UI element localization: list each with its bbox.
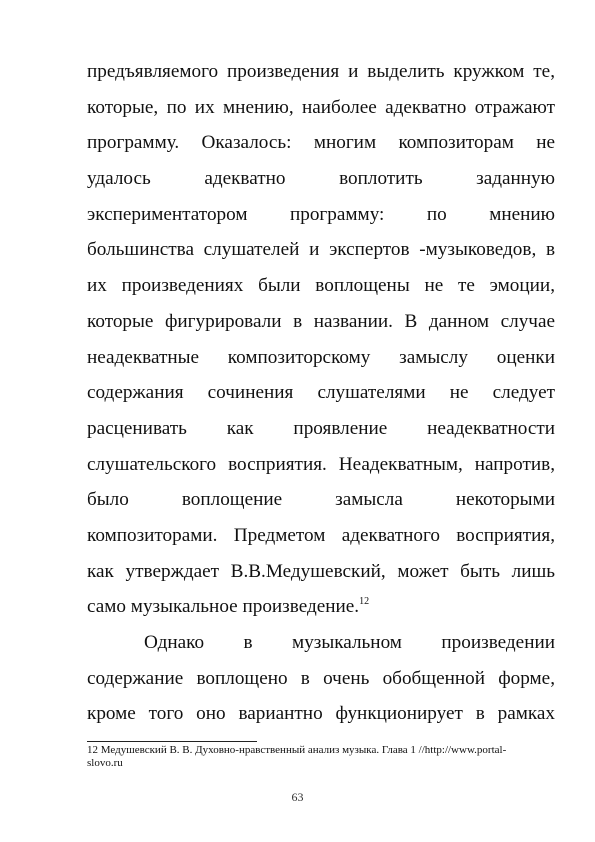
text-line: кроме того оно вариантно функционирует в рамках (87, 703, 555, 725)
text-line: было воплощение замысла некоторыми (87, 489, 555, 511)
text-line: предъявляемого произведения и выделить кружком те, (87, 61, 555, 82)
text-line: слушательского восприятия. Неадекватным, напротив, (87, 453, 555, 475)
text-line: как утверждает В.В.Медушевский, может быть лишь (87, 560, 555, 582)
text-line: большинства слушателей и экспертов -музыковедов, в (87, 239, 555, 261)
text-line: программу. Оказалось: многим композиторам не (87, 132, 555, 154)
text-line-indented: Однако в музыкальном произведении (144, 632, 555, 653)
text-line: неадекватные композиторскому замыслу оценки (87, 346, 555, 368)
text-line-with-footnote (87, 589, 555, 625)
text-line: которые, по их мнению, наиболее адекватно отражают (87, 96, 555, 118)
footnote-line: slovo.ru (87, 757, 123, 769)
text-line: содержания сочинения слушателями не следует (87, 382, 555, 404)
page-number: 63 (291, 790, 304, 804)
text-line: расценивать как проявление неадекватности (87, 417, 555, 439)
footnote-divider (87, 741, 257, 742)
footnote (87, 744, 555, 770)
footnote-reference[interactable]: 12 (359, 596, 370, 608)
text-line: удалось адекватно воплотить заданную (87, 168, 555, 190)
text-line: композиторами. Предметом адекватного восприятия, (87, 524, 555, 546)
text-line: которые фигурировали в названии. В данном случае (87, 310, 555, 332)
footnote-line: 12 Медушевский В. В. Духовно-нравственный анализ музыка. Глава 1 //http://www.portal- (87, 744, 507, 756)
text-line: содержание воплощено в очень обобщенной форме, (87, 667, 555, 689)
text-line: их произведениях были воплощены не те эмоции, (87, 275, 555, 297)
text-line: экспериментатором программу: по мнению (87, 203, 555, 225)
text-line: само музыкальное произведение. (87, 596, 360, 618)
body-text (87, 54, 555, 732)
